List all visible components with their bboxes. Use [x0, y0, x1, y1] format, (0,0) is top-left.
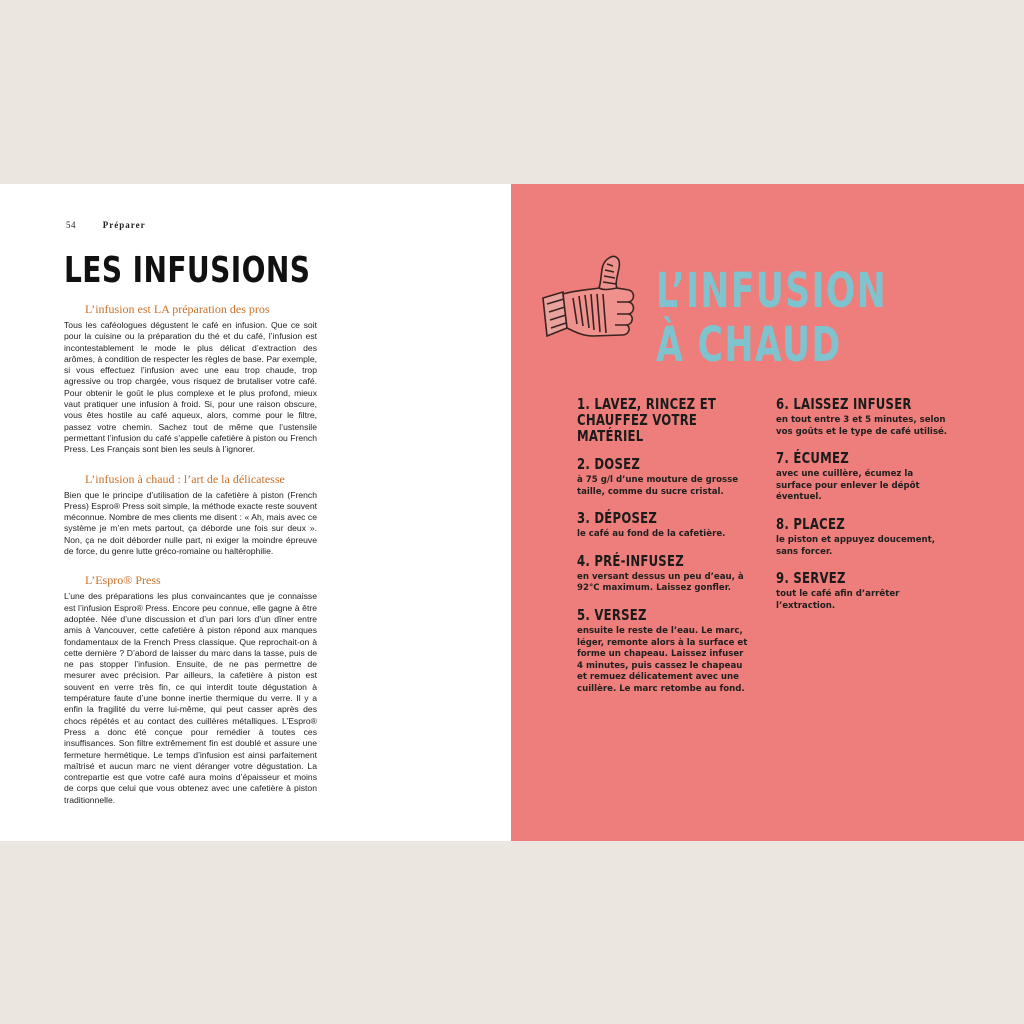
running-header	[66, 220, 146, 230]
step-title: 6. LAISSEZ INFUSER	[776, 395, 912, 413]
step-title: 3. DÉPOSEZ	[577, 509, 658, 528]
step-text: en tout entre 3 et 5 minutes, selon vos goûts et le type de café utilisé.	[776, 415, 948, 437]
page-title: LES INFUSIONS	[64, 250, 311, 291]
step-text: le café au fond de la cafetière.	[577, 529, 726, 540]
steps-column-1	[577, 396, 752, 708]
book-spread	[0, 184, 1024, 841]
title-line: À CHAUD	[656, 317, 842, 373]
thumbs-up-icon	[537, 224, 637, 344]
body-text-column	[64, 301, 317, 815]
step-text: tout le café afin d’arrêter l’extraction.	[776, 589, 900, 611]
step-text: avec une cuillère, écumez la surface pour enlever le dépôt éventuel.	[776, 469, 920, 503]
paragraph: Tous les caféologues dégustent le café en infusion. Que ce soit pour la cuisine ou la préparation du thé et du café, l’infusion est incontestablement le mode le plus délicat d’extraction des arômes, à condition de respecter les règles de base. Par exemple, si vous effectuez l’infusion avec une eau trop chaude, trop agressive ou trop chargée, vous risquez de brutaliser votre café. Pour obtenir le goût le plus complexe et le plus profond, mieux vaut pratiquer une infusion à froid. Si, pour une raison obscure, vous êtes hostile au café aqueux, alors, comme pour le filtre, passez votre chemin. Sachez tout de même que l’ustensile permettant l’infusion du café s’appelle cafetière à piston ou French Press. Les Français sont bien les seuls à l’ignorer.	[64, 320, 317, 455]
step-item	[776, 570, 951, 612]
step-text: ensuite le reste de l’eau. Le marc, léger, remonte alors à la surface et forme un chapeau. Laissez infuser 4 minutes, puis cassez le chapeau et remuez délicatement avec une cuillère. Le marc retombe au fond.	[577, 625, 748, 694]
step-item	[776, 516, 951, 558]
step-item	[577, 456, 752, 498]
step-title: 8. PLACEZ	[776, 514, 845, 533]
step-item	[776, 396, 951, 438]
step-text: en versant dessus un peu d’eau, à 92°C maximum. Laissez gonfler.	[577, 571, 744, 594]
title-line: L’INFUSION	[656, 263, 888, 319]
subheading: L’infusion à chaud : l’art de la délicatesse	[85, 471, 285, 486]
step-item	[776, 450, 951, 504]
step-item	[577, 396, 752, 444]
left-page	[0, 184, 511, 841]
step-title: 7. ÉCUMEZ	[776, 449, 849, 468]
step-text: le piston et appuyez doucement, sans forcer.	[776, 534, 936, 557]
step-item	[577, 607, 752, 696]
right-page	[511, 184, 1024, 841]
step-text: à 75 g/l d’une mouture de grosse taille, comme du sucre cristal.	[577, 475, 739, 497]
step-title: 1. LAVEZ, RINCEZ ET CHAUFFEZ VOTRE MATÉRIEL	[577, 395, 717, 445]
right-page-title	[656, 264, 887, 372]
step-title: 9. SERVEZ	[776, 569, 846, 588]
section-name: Préparer	[102, 220, 146, 230]
page-number: 54	[66, 220, 76, 230]
step-title: 5. VERSEZ	[577, 605, 647, 624]
steps-column-2	[776, 396, 951, 624]
paragraph: Bien que le principe d’utilisation de la cafetière à piston (French Press) Espro® Press soit simple, la méthode exacte reste souvent méconnue. Nombre de mes clients me disent : « Ah, mais avec ce système je m’en mets partout, ça déborde une fois sur deux ». Non, ça ne doit déborder nulle part, ni exiger la moindre épreuve de force, du genre lutte gréco-romaine ou haltérophilie.	[64, 489, 317, 557]
subheading: L’infusion est LA préparation des pros	[85, 302, 270, 316]
paragraph: L’une des préparations les plus convaincantes que je connaisse est l’infusion Espro® Press. Encore peu connue, elle gagne à être adoptée. Née d’une discussion et d’un pari lors d’un dîner entre amis à Vancouver, cette cafetière à piston répond aux manques fondamentaux de la French Press classique. Que reprochait-on à cette dernière ? D’abord de laisser du marc dans la tasse, puis de ne pas stopper l’infusion. Ensuite, de ne pas permettre de mesurer avec précision. Par ailleurs, la cafetière à piston est souvent en verre très fin, ce qui interdit toute dégustation à température faute d’une bonne inertie thermique du verre. Il y a enfin la fragilité du verre lui-même, qui peut casser après des chocs répétés et au contact des cuillères métalliques. L’Espro® Press a donc été conçue pour remédier à toutes ces insuffisances. Son filtre extrêmement fin est doublé et assure une fermeture hermétique. Le temps d’infusion est ainsi parfaitement maîtrisé et aucun marc ne vient déranger votre dégustation. La contrepartie est que votre café aura moins d’épaisseur et moins de corps que celui que vous obtenez avec une cafetière à piston traditionnelle.	[64, 591, 317, 805]
step-title: 4. PRÉ-INFUSEZ	[577, 551, 684, 570]
subheading: L’Espro® Press	[85, 573, 161, 588]
step-item	[577, 553, 752, 595]
step-title: 2. DOSEZ	[577, 455, 641, 473]
step-item	[577, 510, 752, 541]
